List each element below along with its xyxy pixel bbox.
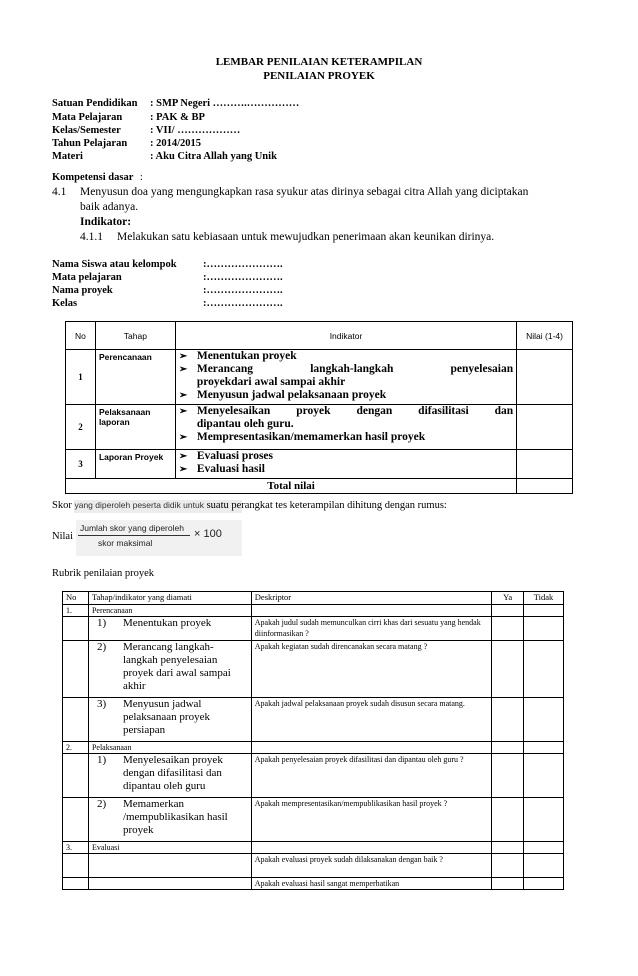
rubric-header-tidak: Tidak	[524, 592, 564, 605]
rubric-header-desc: Deskriptor	[251, 592, 491, 605]
rubric-table	[62, 591, 564, 890]
step-cell: 2) Merancang langkah-langkah penyelesaian proyek dari awal sampai akhir	[88, 641, 251, 698]
ya-cell[interactable]	[492, 698, 524, 742]
section-number: 2.	[63, 742, 89, 754]
rubrik-title: Rubrik penilaian proyek	[52, 568, 155, 579]
row-tahap: Laporan Proyek	[95, 450, 175, 479]
meta-value: : VII/ ………………	[150, 125, 241, 136]
bullet-arrow-icon: ➢	[178, 390, 188, 401]
rubric-step-row	[63, 641, 564, 698]
bullet-arrow-icon: ➢	[178, 451, 188, 462]
formula-denominator: skor maksimal	[98, 538, 153, 548]
total-label: Total nilai	[66, 479, 517, 494]
student-value: :………………….	[203, 259, 283, 270]
assessment-table	[65, 321, 573, 494]
tidak-cell[interactable]	[524, 854, 564, 878]
section-number: 1.	[63, 605, 89, 617]
ya-cell[interactable]	[492, 617, 524, 641]
section-name: Perencanaan	[88, 605, 251, 617]
meta-value: : PAK & BP	[150, 112, 205, 123]
tidak-cell[interactable]	[524, 742, 564, 754]
header-no: No	[66, 322, 96, 350]
descriptor: Apakah evaluasi hasil sangat memperhatikan	[251, 878, 491, 890]
formula-numerator: Jumlah skor yang diperoleh	[80, 523, 184, 533]
kd-text-line2: baik adanya.	[80, 201, 139, 213]
student-key: Nama proyek	[52, 285, 113, 296]
skor-sentence: Skor yang diperoleh peserta didik untuk suatu perangkat tes keterampilan dihitung dengan rumus:	[52, 500, 447, 511]
row-nilai-cell[interactable]	[517, 450, 573, 479]
rubric-step-row	[63, 698, 564, 742]
bullet-arrow-icon: ➢	[178, 432, 188, 443]
bullet-arrow-icon: ➢	[178, 464, 188, 475]
row-tahap: Perencanaan	[95, 350, 175, 405]
descriptor: Apakah evaluasi proyek sudah dilaksanakan dengan baik ?	[251, 854, 491, 878]
step-cell: 3) Menyusun jadwal pelaksanaan proyek persiapan	[88, 698, 251, 742]
student-key: Kelas	[52, 298, 78, 309]
row-tahap: Pelaksanaan laporan	[95, 405, 175, 450]
tidak-cell[interactable]	[524, 842, 564, 854]
indikator-text: Melakukan satu kebiasaan untuk mewujudkan penerimaan akan keunikan dirinya.	[117, 231, 495, 243]
bullet-arrow-icon: ➢	[178, 351, 188, 362]
indikator-label: Indikator:	[80, 216, 132, 228]
rubric-header-ya: Ya	[492, 592, 524, 605]
meta-key: Kelas/Semester	[52, 125, 121, 136]
tidak-cell[interactable]	[524, 878, 564, 890]
section-number: 3.	[63, 842, 89, 854]
row-indikator: ➢ Menentukan proyek ➢ Merancang langkah-langkah penyelesaian proyekdari awal sampai akhir ➢ Menyusun jadwal pelaksanaan proyek	[175, 350, 516, 405]
section-name: Pelaksanaan	[88, 742, 251, 754]
tidak-cell[interactable]	[524, 641, 564, 698]
descriptor: Apakah kegiatan sudah direncanakan secara matang ?	[251, 641, 491, 698]
rubric-step-row	[63, 617, 564, 641]
rubric-header-row	[63, 592, 564, 605]
row-indikator: ➢ Menyelesaikan proyek dengan difasilitasi dan dipantau oleh guru. ➢ Mempresentasikan/memamerkan hasil proyek	[175, 405, 516, 450]
indikator-number: 4.1.1	[80, 231, 103, 243]
meta-key: Tahun Pelajaran	[52, 138, 128, 149]
assessment-header-row	[66, 322, 573, 350]
rubric-header-tahap: Tahap/indikator yang diamati	[88, 592, 251, 605]
row-number: 2	[66, 405, 96, 450]
fraction-line	[78, 535, 190, 536]
bullet-arrow-icon: ➢	[178, 364, 188, 375]
formula-multiplier: × 100	[194, 528, 222, 540]
bullet-arrow-icon: ➢	[178, 406, 188, 417]
ya-cell[interactable]	[492, 754, 524, 798]
ya-cell[interactable]	[492, 798, 524, 842]
descriptor: Apakah penyelesaian proyek difasilitasi dan dipantau oleh guru ?	[251, 754, 491, 798]
assessment-row	[66, 350, 573, 405]
total-value-cell[interactable]	[517, 479, 573, 494]
meta-key: Satuan Pendidikan	[52, 98, 138, 109]
header-indikator: Indikator	[175, 322, 516, 350]
student-value: :………………….	[203, 298, 283, 309]
tidak-cell[interactable]	[524, 698, 564, 742]
rubric-header-no: No	[63, 592, 89, 605]
step-cell: 2) Memamerkan /mempublikasikan hasil proyek	[88, 798, 251, 842]
row-number: 3	[66, 450, 96, 479]
kd-number: 4.1	[52, 186, 67, 198]
assessment-row	[66, 450, 573, 479]
nilai-label: Nilai	[52, 531, 73, 542]
kompetensi-label: Kompetensi dasar :	[52, 172, 143, 183]
header-tahap: Tahap	[95, 322, 175, 350]
student-key: Mata pelajaran	[52, 272, 122, 283]
tidak-cell[interactable]	[524, 754, 564, 798]
ya-cell[interactable]	[492, 878, 524, 890]
row-nilai-cell[interactable]	[517, 405, 573, 450]
meta-key: Materi	[52, 151, 83, 162]
rubric-eval-row	[63, 878, 564, 890]
tidak-cell[interactable]	[524, 798, 564, 842]
rubric-eval-row	[63, 854, 564, 878]
descriptor: Apakah jadwal pelaksanaan proyek sudah disusun secara matang.	[251, 698, 491, 742]
student-value: :………………….	[203, 285, 283, 296]
row-number: 1	[66, 350, 96, 405]
step-cell: 1) Menyelesaikan proyek dengan difasilitasi dan dipantau oleh guru	[88, 754, 251, 798]
total-row	[66, 479, 573, 494]
section-name: Evaluasi	[88, 842, 251, 854]
descriptor: Apakah mempresentasikan/mempublikasikan hasil proyek ?	[251, 798, 491, 842]
ya-cell[interactable]	[492, 605, 524, 617]
document-subtitle: PENILAIAN PROYEK	[263, 70, 375, 82]
ya-cell[interactable]	[492, 854, 524, 878]
rubric-step-row	[63, 754, 564, 798]
ya-cell[interactable]	[492, 742, 524, 754]
assessment-row	[66, 405, 573, 450]
rubric-section-row	[63, 842, 564, 854]
document-title: LEMBAR PENILAIAN KETERAMPILAN	[215, 56, 423, 68]
meta-value: : SMP Negeri ……….……………	[150, 98, 300, 109]
kd-text-line1: Menyusun doa yang mengungkapkan rasa syukur atas dirinya sebagai citra Allah yang diciptakan	[80, 186, 529, 198]
nilai-formula	[76, 520, 242, 556]
meta-value: : Aku Citra Allah yang Unik	[150, 151, 277, 162]
header-nilai: Nilai (1-4)	[517, 322, 573, 350]
row-nilai-cell[interactable]	[517, 350, 573, 405]
meta-key: Mata Pelajaran	[52, 112, 123, 123]
tidak-cell[interactable]	[524, 605, 564, 617]
row-indikator: ➢ Evaluasi proses ➢ Evaluasi hasil	[175, 450, 516, 479]
meta-value: : 2014/2015	[150, 138, 202, 149]
student-key: Nama Siswa atau kelompok	[52, 259, 177, 270]
tidak-cell[interactable]	[524, 617, 564, 641]
descriptor: Apakah judul sudah memunculkan cirri khas dari sesuatu yang hendak diinformasikan ?	[251, 617, 491, 641]
rubric-section-row	[63, 742, 564, 754]
student-value: :………………….	[203, 272, 283, 283]
rubric-section-row	[63, 605, 564, 617]
ya-cell[interactable]	[492, 842, 524, 854]
rubric-step-row	[63, 798, 564, 842]
step-cell: 1) Menentukan proyek	[88, 617, 251, 641]
ya-cell[interactable]	[492, 641, 524, 698]
